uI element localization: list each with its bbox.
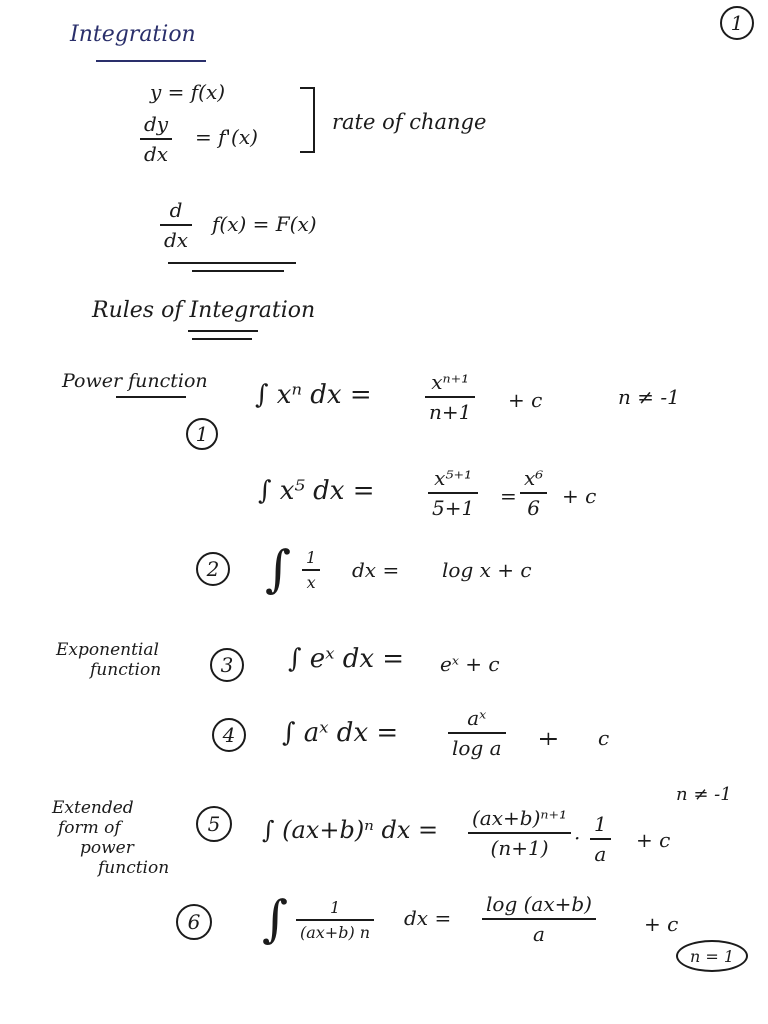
rule-6-rhs: + c (644, 912, 679, 936)
rule-6-number-text: 6 (187, 910, 201, 934)
rule-4-rhs: c (598, 726, 610, 750)
fraction-bar (590, 838, 611, 840)
rule-5-label-line-2: form of (58, 818, 121, 838)
rule-1-number (186, 418, 218, 450)
title-underline (96, 60, 206, 62)
rule-6-fraction (482, 892, 596, 946)
fraction-bar (482, 918, 596, 920)
intro-line-3-rhs: f(x) = F(x) (212, 212, 317, 236)
bracket-note: rate of change (332, 110, 487, 134)
intro-d-den: dx (164, 228, 189, 252)
intro-double-underline-1 (168, 262, 296, 264)
rule-4-num: aˣ (467, 706, 487, 730)
rule-1-label-underline (116, 396, 186, 398)
fraction-bar (296, 919, 374, 921)
page-title: Integration (70, 22, 196, 47)
rule-2-rhs: log x + c (442, 558, 532, 582)
rule-1-den: n+1 (429, 400, 472, 424)
fraction-bar (468, 832, 571, 834)
rule-5-dot: · (574, 826, 581, 850)
rule-4-lhs: ∫ aˣ dx = (282, 718, 399, 748)
intro-d-dx-fraction (160, 198, 192, 252)
rule-2-number (196, 552, 230, 586)
rule-5-den: (n+1) (490, 836, 549, 860)
rule-3-label-line-1: Exponential (56, 640, 159, 660)
rule-5-label-line-3: power (80, 838, 134, 858)
rule-5-fraction (468, 806, 571, 860)
rule-2-lhs-fraction (302, 548, 320, 592)
page-number-text: 1 (730, 11, 744, 35)
rule-1-rhs: + c (508, 388, 543, 412)
rule-5-label-line-1: Extended (52, 798, 134, 818)
rule-5-label-line-4: function (98, 858, 170, 878)
rule-5-num: (ax+b)ⁿ⁺¹ (472, 806, 568, 830)
fraction-bar (302, 569, 320, 571)
rule-1-example-fraction-1 (428, 466, 478, 520)
rule-3-rhs: eˣ + c (440, 652, 500, 676)
rule-1-condition: n ≠ -1 (618, 385, 680, 409)
rule-1-number-text: 1 (195, 422, 209, 446)
rule-1-label: Power function (62, 370, 208, 392)
rule-3-lhs: ∫ eˣ dx = (288, 644, 405, 674)
rule-6-lhs-den: (ax+b) n (300, 923, 371, 942)
rule-1-example-fraction-2 (520, 466, 547, 520)
rule-2-integral-sign: ∫ (265, 540, 292, 598)
rule-1-lhs: ∫ xⁿ dx = (255, 380, 372, 410)
rule-1-example-lhs: ∫ x⁵ dx = (258, 476, 375, 506)
rule-3-number-text: 3 (220, 653, 234, 677)
rule-6-integral-sign: ∫ (262, 890, 289, 948)
rule-5-condition: n ≠ -1 (676, 784, 732, 805)
rule-2-lhs-den: x (306, 573, 316, 592)
section-heading-underline (188, 330, 258, 332)
fraction-bar (140, 138, 172, 140)
intro-double-underline-2 (192, 270, 284, 272)
rule-2-lhs-num: 1 (306, 548, 317, 567)
rule-4-den: log a (452, 736, 502, 760)
rule-3-label-line-2: function (90, 660, 162, 680)
intro-derivative-den: dx (144, 142, 169, 166)
page-number (720, 6, 754, 40)
rule-5-number-text: 5 (207, 812, 221, 836)
rule-1-example-eq: = (500, 484, 517, 508)
rule-4-struck-plus: + (540, 726, 557, 750)
section-heading: Rules of Integration (92, 298, 316, 323)
intro-derivative-num: dy (144, 112, 169, 136)
rule-6-condition-oval (676, 940, 748, 972)
rule-6-lhs-num: 1 (329, 898, 341, 917)
rule-3-label (56, 640, 161, 680)
rule-5-number (196, 806, 232, 842)
rule-5-lhs: ∫ (ax+b)ⁿ dx = (262, 816, 439, 844)
intro-line-1: y = f(x) (150, 80, 226, 104)
rule-4-number-text: 4 (222, 723, 236, 747)
rule-1-example-num-1: x⁵⁺¹ (434, 466, 473, 490)
rule-1-example-rhs: + c (562, 484, 597, 508)
section-heading-underline-2 (192, 338, 252, 340)
fraction-bar (428, 492, 478, 494)
rule-6-den: a (533, 922, 545, 946)
rule-6-num: log (ax+b) (486, 892, 592, 916)
rule-5-rhs: + c (636, 828, 671, 852)
rule-2-number-text: 2 (206, 557, 220, 581)
intro-line-2-rhs: = f'(x) (195, 125, 258, 149)
rule-3-number (210, 648, 244, 682)
rule-1-example-den-1: 5+1 (432, 496, 475, 520)
rule-4-fraction (448, 706, 506, 760)
rule-4-number (212, 718, 246, 752)
rule-6-condition: n = 1 (689, 946, 735, 966)
rule-1-example-num-2: x⁶ (524, 466, 544, 490)
rule-5-num-2: 1 (594, 812, 607, 836)
intro-d-num: d (169, 198, 183, 222)
fraction-bar (448, 732, 506, 734)
rule-6-lhs-rest: dx = (404, 906, 452, 930)
rule-1-example-den-2: 6 (527, 496, 541, 520)
fraction-bar (520, 492, 547, 494)
fraction-bar (160, 224, 192, 226)
rule-5-den-2: a (594, 842, 607, 866)
rule-5-label (52, 798, 169, 878)
intro-derivative-fraction (140, 112, 172, 166)
rule-5-fraction-2 (590, 812, 611, 866)
rule-2-lhs-rest: dx = (352, 558, 400, 582)
rule-1-num: xⁿ⁺¹ (431, 370, 470, 394)
rule-1-fraction (425, 370, 475, 424)
rule-6-lhs-fraction (296, 898, 374, 942)
rule-6-number (176, 904, 212, 940)
bracket-icon (298, 84, 320, 156)
fraction-bar (425, 396, 475, 398)
